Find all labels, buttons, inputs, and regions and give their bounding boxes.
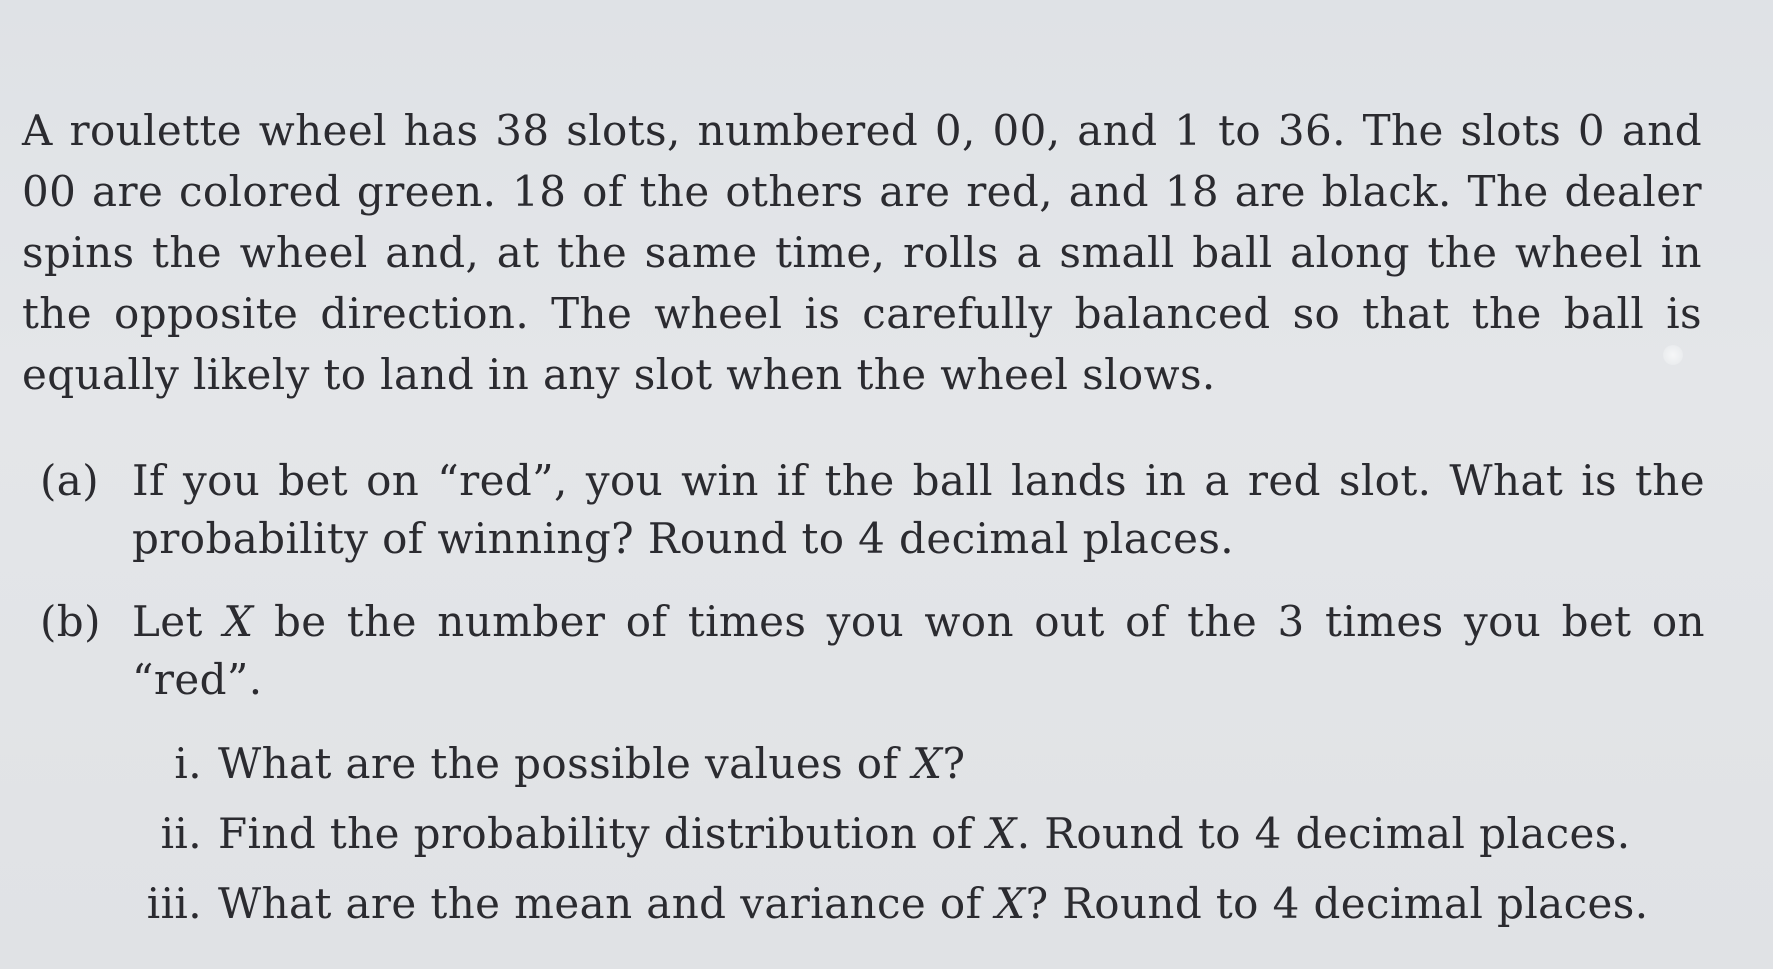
part-a-marker: (a) (40, 456, 100, 505)
part-a-text: If you bet on “red”, you win if the ball lands in a red slot. What is the probability of winning? Round to 4 decimal places. (132, 456, 1705, 563)
subpart-i (120, 735, 965, 793)
subpart-iii-marker: iii. (146, 879, 202, 928)
problem-intro: A roulette wheel has 38 slots, numbered 0, 00, and 1 to 36. The slots 0 and 00 are colored green. 18 of the others are red, and 18 are black. The dealer spins the wheel and, at the same time, rolls a small ball along the wheel in the opposite direction. The wheel is carefully balanced so that the ball is equally likely to land in any slot when the wheel slows. (22, 106, 1702, 399)
part-a (40, 452, 1705, 568)
subpart-i-marker: i. (174, 739, 202, 788)
subpart-i-text: What are the possible values of X? (218, 739, 966, 788)
subpart-ii-text: Find the probability distribution of X. Round to 4 decimal places. (218, 809, 1631, 858)
math-variable-x: X (912, 739, 943, 788)
screen-glare (1663, 345, 1683, 365)
part-b-text: Let X be the number of times you won out of the 3 times you bet on “red”. (132, 597, 1705, 704)
math-variable-x: X (986, 809, 1017, 858)
subpart-ii-marker: ii. (160, 809, 202, 858)
subpart-ii (120, 805, 1631, 863)
part-b-marker: (b) (40, 597, 101, 646)
math-variable-x: X (223, 597, 254, 646)
math-variable-x: X (995, 879, 1026, 928)
subpart-iii-text: What are the mean and variance of X? Round to 4 decimal places. (218, 879, 1649, 928)
part-b (40, 593, 1705, 709)
subpart-iii (120, 875, 1648, 933)
